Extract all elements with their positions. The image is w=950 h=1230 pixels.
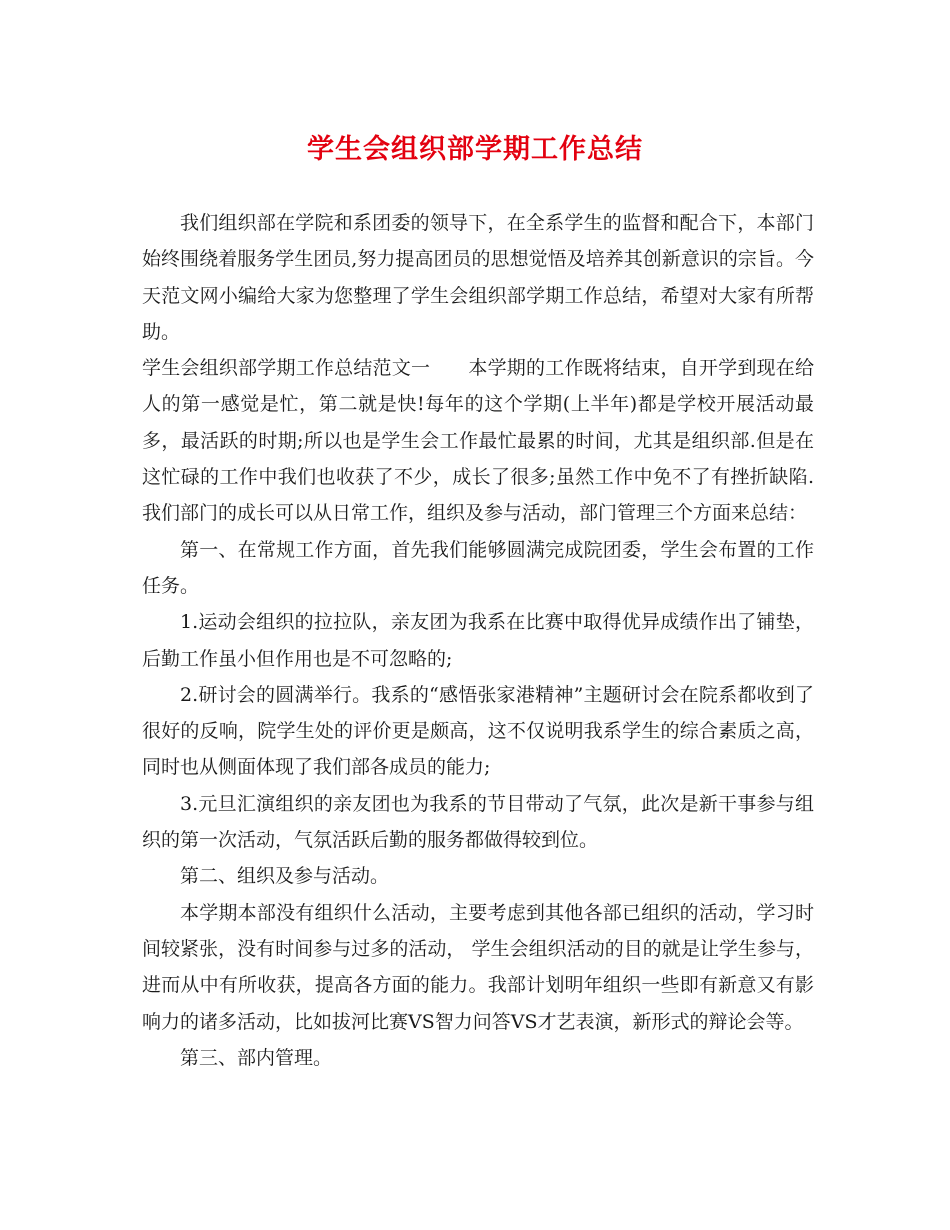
section-2-paragraph: 本学期本部没有组织什么活动，主要考虑到其他各部已组织的活动，学习时间较紧张，没有时间参与过多的活动， 学生会组织活动的目的就是让学生参与，进而从中有所收获，提高各方面的能力。我部计划明年组织一些即有新意又有影响力的诸多活动，比如拔河比赛VS智力问答VS才艺表演，新形式的辩论会等。 — [142, 901, 814, 1033]
sample-lead: 本学期的工作既将结束，自开学到现在给人的第一感觉是忙，第二就是快!每年的这个学期(上半年)都是学校开展活动最多，最活跃的时期;所以也是学生会工作最忙最累的时间，尤其是组织部.但是在这忙碌的工作中我们也收获了不少，成长了很多;虽然工作中免不了有挫折缺陷.我们部门的成长可以从日常工作，组织及参与活动，部门管理三个方面来总结： — [142, 357, 814, 525]
sample-heading: 学生会组织部学期工作总结范文一 — [142, 357, 431, 380]
document-body — [142, 205, 814, 1076]
sample-paragraph — [142, 350, 814, 531]
section-2-heading: 第二、组织及参与活动。 — [180, 865, 390, 888]
list-item-1: 1.运动会组织的拉拉队，亲友团为我系在比赛中取得优异成绩作出了铺垫，后勤工作虽小但作用也是不可忽略的; — [142, 611, 814, 670]
section-3-heading: 第三、部内管理。 — [180, 1046, 333, 1069]
document-title: 学生会组织部学期工作总结 — [307, 134, 643, 165]
list-item-3: 3.元旦汇演组织的亲友团也为我系的节目带动了气氛，此次是新干事参与组织的第一次活动，气氛活跃后勤的服务都做得较到位。 — [142, 792, 814, 852]
list-item-2: 2.研讨会的圆满举行。我系的“感悟张家港精神”主题研讨会在院系都收到了很好的反响，院学生处的评价更是颇高，这不仅说明我系学生的综合素质之高，同时也从侧面体现了我们部各成员的能力; — [142, 683, 814, 779]
intro-paragraph: 我们组织部在学院和系团委的领导下，在全系学生的监督和配合下，本部门始终围绕着服务学生团员,努力提高团员的思想觉悟及培养其创新意识的宗旨。今天范文网小编给大家为您整理了学生会组织部学期工作总结，希望对大家有所帮助。 — [142, 212, 814, 343]
section-1-heading: 第一、在常规工作方面，首先我们能够圆满完成院团委，学生会布置的工作任务。 — [142, 538, 814, 597]
